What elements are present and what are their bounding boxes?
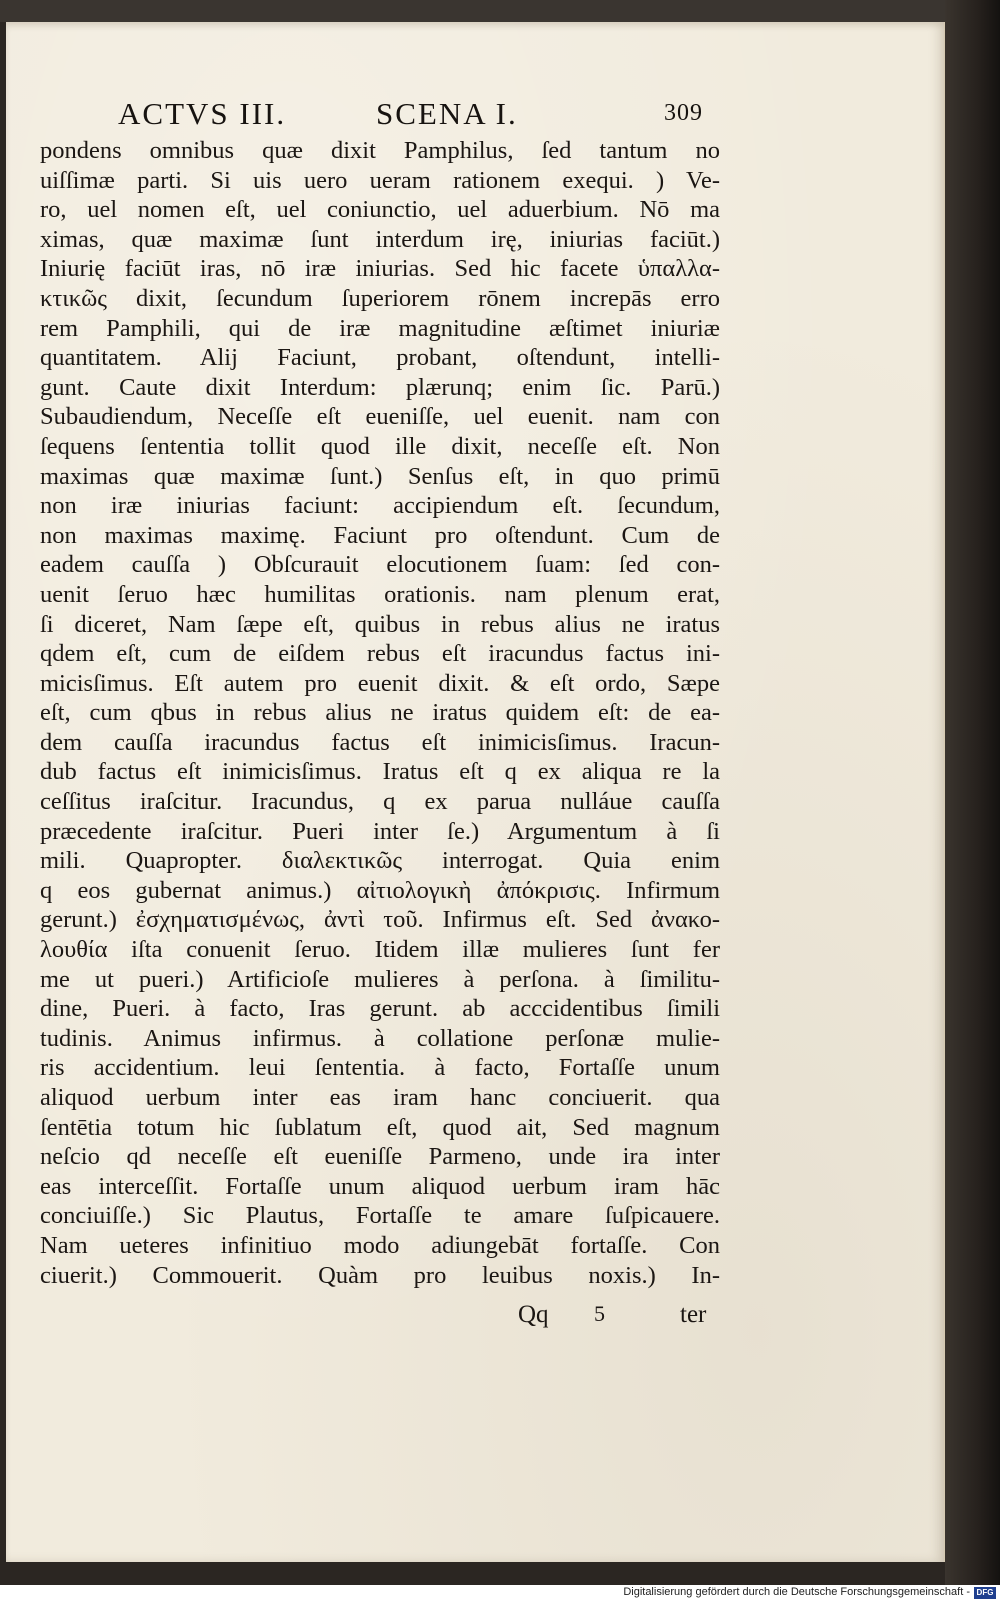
text-line: dine, Pueri. à facto, Iras gerunt. ab acccidentibus ſimili (40, 995, 720, 1023)
text-line: κτικῶς dixit, ſecundum ſuperiorem rōnem increpās erro (40, 284, 720, 312)
text-line: pondens omnibus quæ dixit Pamphilus, ſed tantum no (40, 137, 720, 164)
text-line: ſentētia totum hic ſublatum eſt, quod ait, Sed magnum (40, 1113, 720, 1141)
text-line: rem Pamphili, qui de iræ magnitudine æſtimet iniuriæ (40, 314, 720, 342)
text-line: micisſimus. Eſt autem pro euenit dixit. & eſt ordo, Sæpe (40, 669, 720, 697)
text-line: non iræ iniurias faciunt: accipiendum eſt. ſecundum, (40, 492, 720, 520)
text-line: conciuiſſe.) Sic Plautus, Fortaſſe te amare ſuſpicauere. (40, 1202, 720, 1230)
text-line: non maximas maximę. Faciunt pro oſtendunt. Cum de (40, 521, 720, 549)
running-header (118, 96, 718, 136)
digitization-footer (0, 1585, 1000, 1601)
text-line: ximas, quæ maximæ ſunt interdum irę, iniurias faciūt.) (40, 225, 720, 253)
text-line: dub factus eſt inimicisſimus. Iratus eſt q ex aliqua re la (40, 758, 720, 786)
text-line: q eos gubernat animus.) αἰτιολογικὴ ἀπόκρισις. Infirmum (40, 876, 720, 904)
text-line: Nam ueteres infinitiuo modo adiungebāt fortaſſe. Con (40, 1231, 720, 1259)
text-line: gunt. Caute dixit Interdum: plærunq; enim ſic. Parū.) (40, 373, 720, 401)
text-line: eadem cauſſa ) Obſcurauit elocutionem ſuam: ſed con- (40, 551, 720, 579)
text-line: me ut pueri.) Artificioſe mulieres à perſona. à ſimilitu- (40, 965, 720, 993)
text-line: Iniurię faciūt iras, nō iræ iniurias. Sed hic facete ὑπαλλα- (40, 255, 720, 283)
text-line: præcedente iraſcitur. Pueri inter ſe.) Argumentum à ſi (40, 817, 720, 845)
text-line: ris accidentium. leui ſententia. à facto, Fortaſſe unum (40, 1054, 720, 1082)
text-line: maximas quæ maximæ ſunt.) Senſus eſt, in quo primū (40, 462, 720, 490)
text-line: ceſſitus iraſcitur. Iracundus, q ex parua nulláue cauſſa (40, 788, 720, 816)
text-line: quantitatem. Alij Faciunt, probant, oſtendunt, intelli- (40, 344, 720, 372)
text-line: ciuerit.) Commouerit. Quàm pro leuibus noxis.) In- (40, 1261, 720, 1289)
text-line: tudinis. Animus infirmus. à collatione perſonæ mulie- (40, 1024, 720, 1052)
text-line: aliquod uerbum inter eas iram hanc conciuerit. qua (40, 1084, 720, 1111)
text-line: eas interceſſit. Fortaſſe unum aliquod uerbum iram hāc (40, 1172, 720, 1200)
text-line: mili. Quapropter. διαλεκτικῶς interrogat. Quia enim (40, 847, 720, 875)
text-line: gerunt.) ἐσχηματισμένως, ἀντὶ τοῦ. Infirmus eſt. Sed ἀνακο- (40, 906, 720, 934)
header-scena: SCENA I. (376, 96, 518, 131)
signature-mark: Qq (518, 1301, 549, 1328)
body-text (40, 136, 720, 1290)
text-line: ſi diceret, Nam ſæpe eſt, quibus in rebus alius ne iratus (40, 610, 720, 638)
catchword: ter (680, 1301, 707, 1328)
text-line: ro, uel nomen eſt, uel coniunctio, uel aduerbium. Nō ma (40, 196, 720, 224)
header-actus: ACTVS III. (118, 96, 287, 131)
text-line: Subaudiendum, Neceſſe eſt eueniſſe, uel euenit. nam con (40, 403, 720, 431)
text-line: ſequens ſententia tollit quod ille dixit, neceſſe eſt. Non (40, 432, 720, 460)
text-line: neſcio qd neceſſe eſt eueniſſe Parmeno, unde ira inter (40, 1143, 720, 1171)
text-line: eſt, cum qbus in rebus alius ne iratus quidem eſt: de ea- (40, 699, 720, 727)
funding-credit: Digitalisierung gefördert durch die Deutsche Forschungsgemeinschaft - (623, 1586, 970, 1598)
text-line: uiſſimæ parti. Si uis uero ueram rationem exequi. ) Ve- (40, 166, 720, 194)
text-line: qdem eſt, cum de eiſdem rebus eſt iracundus factus ini- (40, 640, 720, 668)
text-line: dem cauſſa iracundus factus eſt inimicisſimus. Iracun- (40, 728, 720, 756)
scan-top-edge (0, 0, 1000, 22)
book-binding-edge (945, 0, 1000, 1585)
text-line: λουθία iſta conuenit ſeruo. Itidem illæ mulieres ſunt fer (40, 936, 720, 964)
signature-number: 5 (594, 1301, 605, 1326)
dfg-logo: DFG (974, 1587, 996, 1599)
page-number: 309 (664, 100, 703, 126)
text-line: uenit ſeruo hæc humilitas orationis. nam plenum erat, (40, 580, 720, 608)
